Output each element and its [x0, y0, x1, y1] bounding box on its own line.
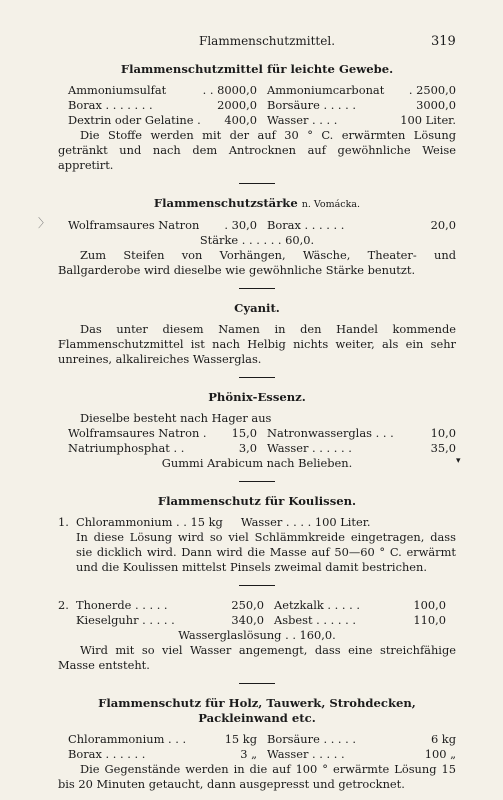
recipe-row: [58, 426, 456, 441]
margin-dot-mark: ▾: [456, 456, 461, 466]
ingredient: [267, 113, 456, 128]
description-text: Das unter diesem Namen in den Handel kommende Flammenschutzmittel ist nach Helbig nichts weiter, als ein sehr unreines, alkalireiches Wasserglas.: [58, 322, 456, 366]
ingredient-name: Wolframsaures Natron: [68, 218, 200, 232]
recipe-row: [58, 218, 456, 233]
recipe-row: [76, 598, 456, 613]
section-flammenschutzstaerke: [58, 196, 456, 278]
item-number: 2.: [58, 598, 69, 612]
ingredient: [68, 218, 257, 233]
section-divider: [239, 481, 275, 482]
ingredient: [267, 441, 456, 456]
ingredient-name: Ammoniumsulfat: [68, 83, 167, 97]
ingredient: [68, 113, 257, 128]
ingredient-name: Wasser . . . .: [267, 113, 338, 127]
recipe-row: [58, 113, 456, 128]
page-number: 319: [431, 34, 456, 49]
ingredient-amount: 6 kg: [430, 732, 456, 746]
item-divider: [239, 585, 275, 586]
section-title: Flammenschutz für Koulissen.: [157, 494, 357, 508]
item-ingredient-line: Chlorammonium . . 15 kg Wasser . . . . 100 Liter.: [76, 515, 371, 529]
ingredient-amount: . 30,0: [224, 218, 257, 232]
ingredient-amount: 3,0: [238, 441, 257, 455]
instruction-text: Die Stoffe werden mit der auf 30 ° C. erwärmten Lösung getränkt und nach dem Antrocknen auf gewöhnliche Weise appretirt.: [58, 128, 456, 172]
ingredient-name: Wolframsaures Natron .: [68, 426, 207, 440]
recipe-row: [58, 98, 456, 113]
recipe-row: [58, 613, 456, 628]
ingredient-amount: 250,0: [231, 598, 264, 612]
ingredient-name: Aetzkalk . . . . .: [274, 598, 360, 612]
ingredient-amount: 20,0: [430, 218, 456, 232]
recipe-item-2: [58, 598, 456, 613]
section-leichte-gewebe: [58, 62, 456, 173]
ingredient: [68, 732, 257, 747]
item-2-ingredients: [76, 598, 456, 613]
recipe-row: [58, 747, 456, 762]
centered-ingredient: Gummi Arabicum nach Belieben.: [161, 456, 353, 470]
ingredient-name: Asbest . . . . . .: [274, 613, 356, 627]
ingredient-amount: 100 „: [424, 747, 456, 761]
item-number: 1.: [58, 515, 69, 529]
ingredient-name: Borax . . . . . .: [68, 747, 146, 761]
ingredient-amount: 100 Liter.: [400, 113, 456, 127]
section-divider: [239, 183, 275, 184]
ingredient-amount: 3 „: [240, 747, 257, 761]
ingredient: [267, 747, 456, 762]
recipe-row: [58, 441, 456, 456]
ingredient-amount: 10,0: [430, 426, 456, 440]
item-1-instructions: [58, 530, 456, 575]
ingredient-amount: 110,0: [413, 613, 446, 627]
section-holz-tauwerk: [58, 696, 456, 792]
ingredient-amount: 3000,0: [416, 98, 456, 112]
ingredient-amount: 340,0: [231, 613, 264, 627]
centered-ingredient: Wasserglaslösung . . 160,0.: [178, 628, 336, 642]
ingredient: [267, 98, 456, 113]
margin-bracket-mark: 〉: [38, 216, 51, 230]
section-title: [58, 196, 456, 212]
instruction-text: In diese Lösung wird so viel Schlämmkreide eingetragen, dass sie dicklich wird. Dann wird die Masse auf 50—60 ° C. erwärmt und die Koulissen mittelst Pinsels zweimal damit bestrichen.: [76, 530, 456, 574]
ingredient-name: Borax . . . . . . .: [68, 98, 153, 112]
centered-ingredient: Stärke . . . . . . 60,0.: [199, 233, 315, 247]
section-koulissen: [58, 494, 456, 673]
section-divider: [239, 377, 275, 378]
section-title: Phönix-Essenz.: [208, 390, 306, 404]
ingredient-amount: . 2500,0: [408, 83, 456, 97]
ingredient: [68, 426, 257, 441]
page-content: [58, 62, 456, 792]
instruction-text: Zum Steifen von Vorhängen, Wäsche, Theater- und Ballgarderobe wird dieselbe wie gewöhnliche Stärke benutzt.: [58, 248, 456, 277]
ingredient: [68, 98, 257, 113]
ingredient-name: Borax . . . . . .: [267, 218, 345, 232]
ingredient-name: Natronwasserglas . . .: [267, 426, 394, 440]
running-title: Flammenschutzmittel.: [199, 34, 336, 48]
ingredient-name: Ammoniumcarbonat: [267, 83, 385, 97]
ingredient: [274, 598, 446, 613]
intro-text: Dieselbe besteht nach Hager aus: [80, 411, 272, 425]
ingredient-amount: 15,0: [231, 426, 257, 440]
ingredient: [274, 613, 446, 628]
ingredient: [267, 426, 456, 441]
ingredient: [267, 83, 456, 98]
ingredient-amount: 400,0: [224, 113, 257, 127]
ingredient-amount: 2000,0: [217, 98, 257, 112]
instruction-text: Wird mit so viel Wasser angemengt, dass eine streichfähige Masse entsteht.: [58, 643, 456, 672]
ingredient-name: Wasser . . . . .: [267, 747, 345, 761]
section-title: Flammenschutz für Holz, Tauwerk, Strohdecken, Packleinwand etc.: [98, 696, 416, 725]
ingredient: [76, 613, 264, 628]
section-author: n. Vomácka.: [301, 199, 361, 210]
section-divider: [239, 683, 275, 684]
ingredient-name: Kieselguhr . . . . .: [76, 613, 175, 627]
ingredient-amount: 35,0: [430, 441, 456, 455]
ingredient-name: Thonerde . . . . .: [76, 598, 168, 612]
ingredient-name: Natriumphosphat . .: [68, 441, 185, 455]
ingredient: [267, 732, 456, 747]
ingredient-name: Dextrin oder Gelatine .: [68, 113, 201, 127]
ingredient: [68, 83, 257, 98]
ingredient-name: Chlorammonium . . .: [68, 732, 187, 746]
ingredient-amount: 15 kg: [224, 732, 257, 746]
recipe-item-1: [58, 515, 456, 530]
section-cyanit: [58, 301, 456, 367]
section-title-text: Flammenschutzstärke: [153, 196, 298, 210]
ingredient-name: Borsäure . . . . .: [267, 98, 357, 112]
section-title: Cyanit.: [234, 301, 280, 315]
ingredient-name: Wasser . . . . . .: [267, 441, 352, 455]
ingredient-amount: 100,0: [413, 598, 446, 612]
recipe-row: [58, 83, 456, 98]
instruction-text: Die Gegenstände werden in die auf 100 ° erwärmte Lösung 15 bis 20 Minuten getaucht, dann ausgepresst und getrocknet.: [58, 762, 456, 791]
ingredient: [267, 218, 456, 233]
section-phoenix-essenz: [58, 390, 456, 471]
recipe-row: [58, 732, 456, 747]
ingredient: [68, 747, 257, 762]
section-title: Flammenschutzmittel für leichte Gewebe.: [120, 62, 394, 76]
ingredient-amount: . . 8000,0: [202, 83, 257, 97]
section-divider: [239, 288, 275, 289]
ingredient: [76, 598, 264, 613]
ingredient-name: Borsäure . . . . .: [267, 732, 357, 746]
ingredient: [68, 441, 257, 456]
